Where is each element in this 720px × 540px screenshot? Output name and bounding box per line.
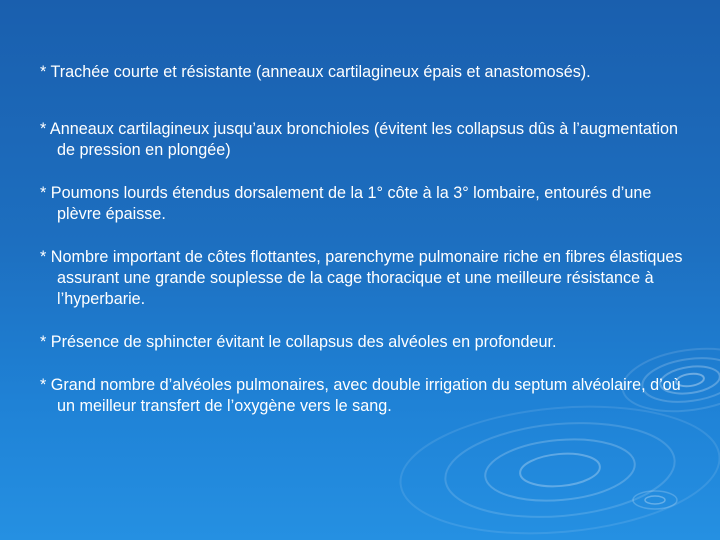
bullet-item: * Grand nombre d’alvéoles pulmonaires, avec double irrigation du septum alvéolaire, d’où un meilleur transfert de l’oxygène vers le sang. [40,376,681,415]
ripple-group-small [633,491,677,509]
bullet-item: * Nombre important de côtes flottantes, parenchyme pulmonaire riche en fibres élastiques assurant une grande souplesse de la cage thoracique et une meilleure résistance à l’hyperbarie. [40,248,683,308]
bullet-item: * Trachée courte et résistante (anneaux cartilagineux épais et anastomosés). [40,63,591,81]
bullet-item: * Présence de sphincter évitant le collapsus des alvéoles en profondeur. [40,333,557,351]
bullet-list [40,62,690,417]
bullet-item: * Anneaux cartilagineux jusqu’aux bronchioles (évitent les collapsus dûs à l’augmentation de pression en plongée) [40,120,678,159]
bullet-item: * Poumons lourds étendus dorsalement de la 1° côte à la 3° lombaire, entourés d’une plèvre épaisse. [40,184,652,223]
